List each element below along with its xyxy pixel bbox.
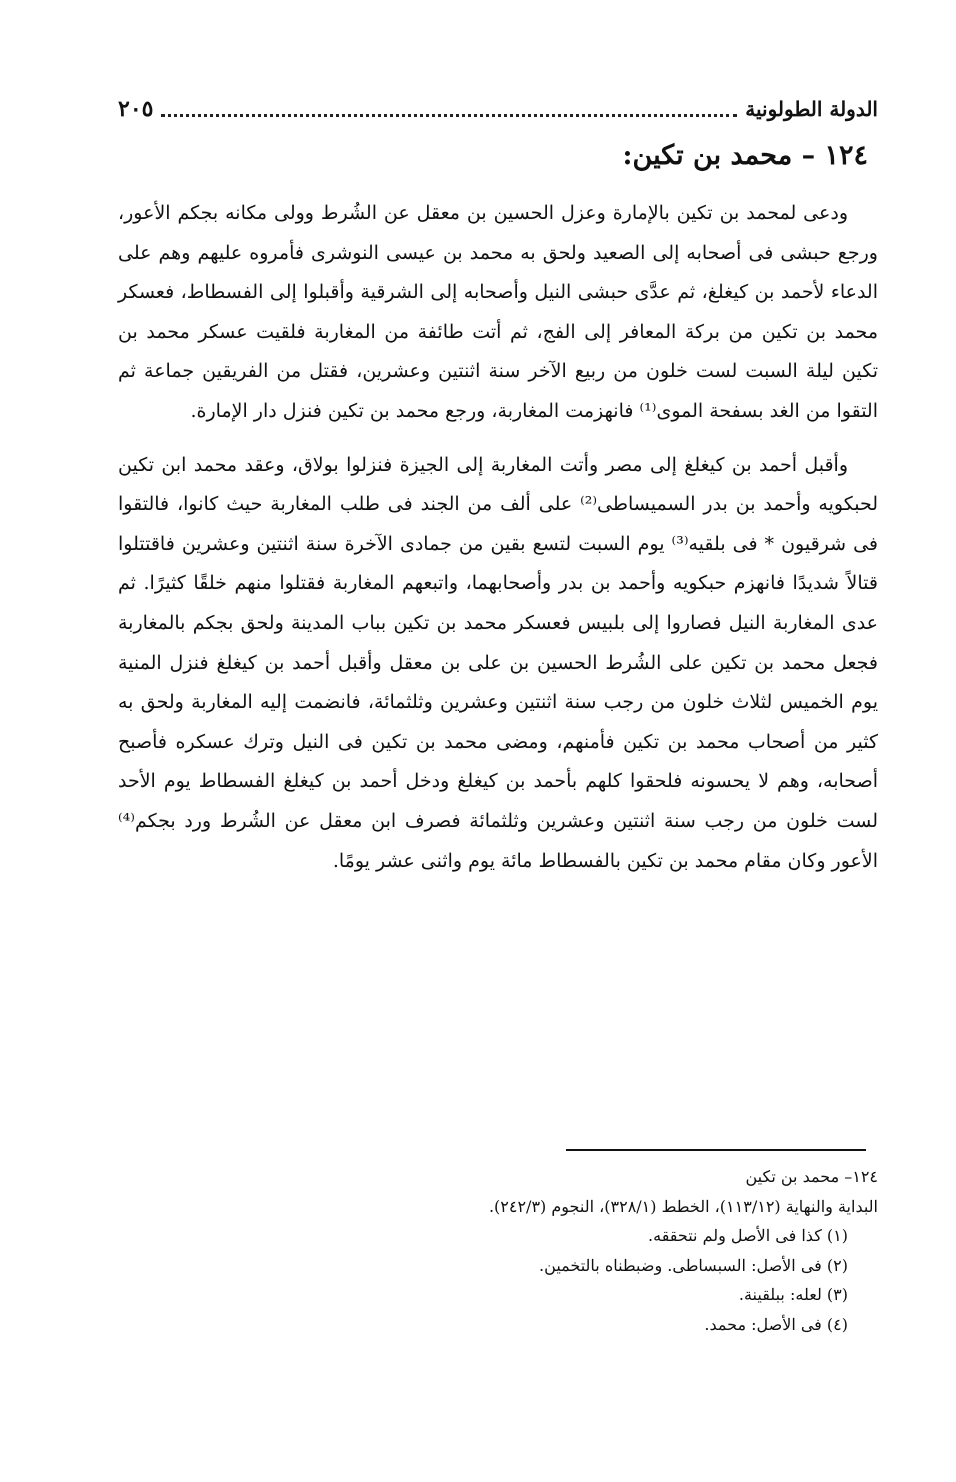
- entry-heading: ١٢٤ – محمد بن تكين:: [622, 140, 868, 171]
- footnote-item: (٤) فى الأصل: محمد.: [704, 1314, 848, 1334]
- footnote-entry-ref: ١٢٤– محمد بن تكين: [745, 1167, 878, 1186]
- running-header: [118, 92, 878, 126]
- body-paragraph: وأقبل أحمد بن كيغلغ إلى مصر وأتت المغاربة إلى الجيزة فنزلوا بولاق، وعقد محمد ابن تكين لحبكويه وأحمد بن بدر السميساطى⁽²⁾ على ألف من الجند فى طلب المغاربة حيث كانوا، فالتقوا فى شرقيون * فى بلقيه⁽³⁾ يوم السبت لتسع بقين من جمادى الآخرة سنة اثنتين وعشرين فاقتتلوا قتالاً شديدًا فانهزم حبكويه وأحمد بن بدر وأصحابهما، واتبعهم المغاربة فقتلوا منهم خلقًا كثيرًا. ثم عدى المغاربة النيل فصاروا إلى بلبيس فعسكر محمد بن تكين بباب المدينة ولحق بجكم بالمغاربة فجعل محمد بن تكين على الشُرط الحسين بن على بن معقل وأقبل أحمد بن كيغلغ فنزل المنية يوم الخميس لثلاث خلون من رجب سنة اثنتين وعشرين وثلثمائة، فانضمت إليه المغاربة ولحق به كثير من أصحاب محمد بن تكين فأمنهم، ومضى محمد بن تكين فى النيل وترك عسكره فأصبح أصحابه، وهم لا يحسونه فلحقوا كلهم بأحمد بن كيغلغ ودخل أحمد بن كيغلغ الفسطاط يوم الأحد لست خلون من رجب سنة اثنتين وعشرين وثلثمائة فصرف ابن معقل عن الشُرط ورد بجكم⁽⁴⁾ الأعور وكان مقام محمد بن تكين بالفسطاط مائة يوم واثنى عشر يومًا.: [118, 453, 879, 872]
- footnote-sources: البداية والنهاية (١١٣/١٢)، الخطط (٣٢٨/١)، النجوم (٢٤٢/٣).: [488, 1196, 878, 1216]
- body-paragraph: ودعى لمحمد بن تكين بالإمارة وعزل الحسين بن معقل عن الشُرط وولى مكانه بجكم الأعور، ورجع حبشى فى أصحابه إلى الصعيد ولحق به محمد بن عيسى النوشرى فأمروه عليهم وهم على الدعاء لأحمد بن كيغلغ، ثم عدَّى حبشى النيل وأصحابه إلى الشرقية وأقبلوا إلى الفسطاط، فعسكر محمد بن تكين من بركة المعافر إلى الفج، ثم أتت طائفة من المغاربة فلقيت عسكر محمد بن تكين ليلة السبت لست خلون من ربيع الآخر سنة اثنتين وعشرين، فقتل من الفريقين جماعة ثم التقوا من الغد بسفحة الموى⁽¹⁾ فانهزمت المغاربة، ورجع محمد بن تكين فنزل دار الإمارة.: [118, 202, 878, 422]
- footnote-item: (٣) لعله: ببلقينة.: [738, 1285, 848, 1304]
- page-number: ٢٠٥: [118, 96, 154, 122]
- dotted-leader: [161, 102, 737, 117]
- body-text: [118, 194, 878, 881]
- footnote-item: (١) كذا فى الأصل ولم نتحققه.: [648, 1226, 848, 1245]
- footnotes: [118, 1162, 878, 1339]
- footnote-item: (٢) فى الأصل: السبساطى. وضبطناه بالتخمين.: [539, 1255, 848, 1275]
- running-title: الدولة الطولونية: [745, 97, 878, 121]
- footnote-separator: [566, 1149, 866, 1151]
